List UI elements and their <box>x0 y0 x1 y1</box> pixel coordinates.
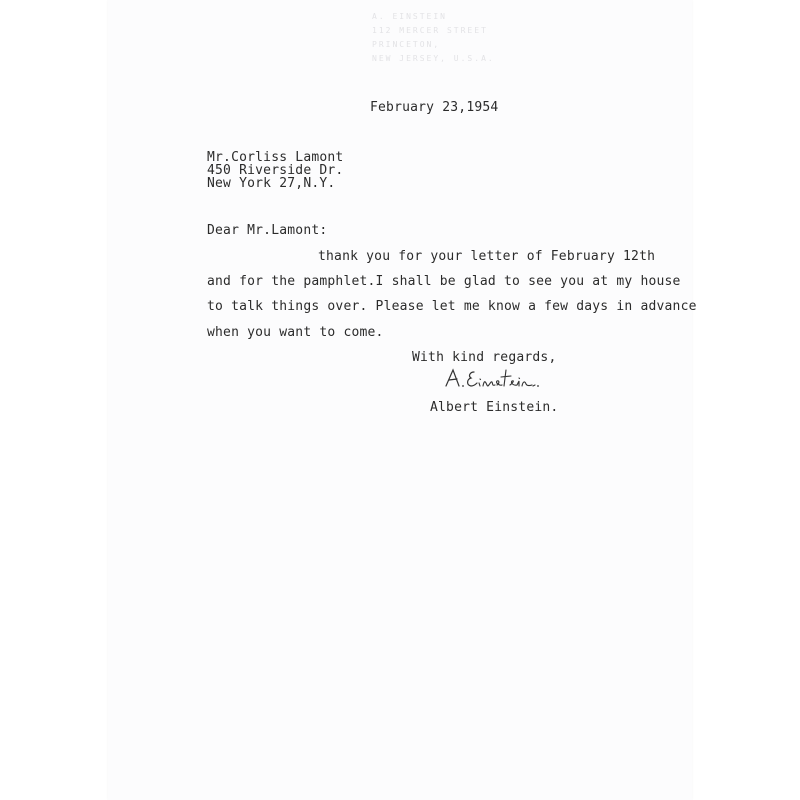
salutation: Dear Mr.Lamont: <box>207 223 328 238</box>
body-line: and for the pamphlet.I shall be glad to see you at my house <box>207 274 681 289</box>
letterhead-line: NEW JERSEY, U.S.A. <box>372 54 495 63</box>
letterhead-line: PRINCETON, <box>372 40 441 49</box>
letterhead-line: A. EINSTEIN <box>372 12 447 21</box>
letter-date: February 23,1954 <box>370 100 499 115</box>
letterhead <box>372 10 522 66</box>
recipient-city: New York 27,N.Y. <box>207 176 336 191</box>
body-line: when you want to come. <box>207 325 384 340</box>
body-line: thank you for your letter of February 12th <box>318 249 656 264</box>
letter-sheet <box>108 0 692 800</box>
body-line: to talk things over. Please let me know a few days in advance <box>207 299 697 314</box>
recipient-street: 450 Riverside Dr. <box>207 163 344 178</box>
letterhead-line: 112 MERCER STREET <box>372 26 488 35</box>
recipient-name: Mr.Corliss Lamont <box>207 150 344 165</box>
handwritten-signature <box>440 364 550 392</box>
signer-name: Albert Einstein. <box>430 400 559 415</box>
closing: With kind regards, <box>412 350 557 365</box>
